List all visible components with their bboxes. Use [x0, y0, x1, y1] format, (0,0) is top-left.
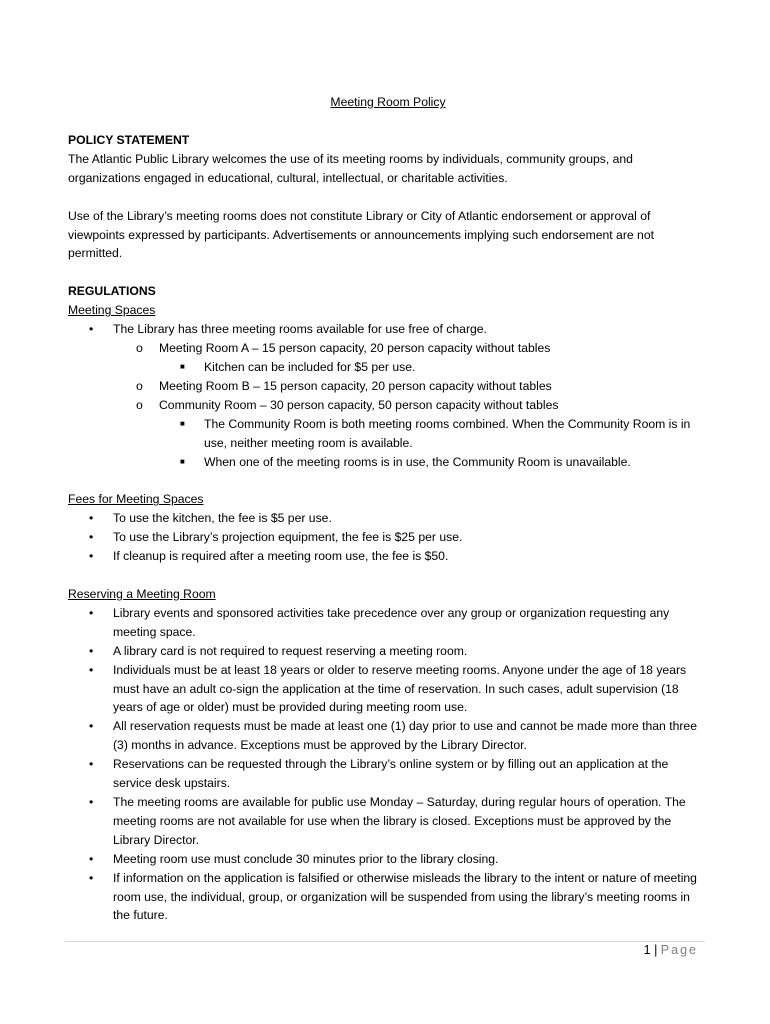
- list-item-text: Reservations can be requested through the Library’s online system or by filling out an application at the service desk upstairs.: [113, 757, 669, 791]
- bullet-icon: •: [89, 757, 94, 772]
- square-bullet-icon: ■: [180, 456, 185, 466]
- list-item: [68, 547, 708, 566]
- list-item-text: Meeting Room A – 15 person capacity, 20 person capacity without tables: [159, 341, 551, 356]
- list-item: [68, 509, 708, 528]
- list-item: [68, 717, 708, 755]
- bullet-icon: •: [89, 870, 94, 885]
- list-item-text: When one of the meeting rooms is in use, the Community Room is unavailable.: [204, 454, 631, 469]
- room-a-details: [159, 358, 708, 377]
- list-item: [68, 642, 708, 661]
- list-item: [68, 528, 708, 547]
- list-item: [68, 453, 708, 472]
- policy-statement-paragraph-1: The Atlantic Public Library welcomes the use of its meeting rooms by individuals, community groups, and organizations engaged in educational, cultural, intellectual, or charitable activities.: [68, 151, 633, 185]
- list-item: [68, 850, 708, 869]
- reserving-list: [68, 604, 708, 925]
- bullet-icon: •: [89, 643, 94, 658]
- list-item-text: To use the kitchen, the fee is $5 per use.: [113, 511, 332, 526]
- meeting-spaces-list: [68, 320, 708, 471]
- bullet-icon: •: [89, 322, 94, 337]
- page-number: 1: [643, 943, 651, 957]
- bullet-icon: •: [89, 530, 94, 545]
- circle-bullet-icon: o: [136, 397, 143, 412]
- square-bullet-icon: ■: [180, 361, 185, 371]
- document-title: Meeting Room Policy: [330, 95, 446, 109]
- page-label: Page: [660, 943, 698, 957]
- community-room-details: [159, 415, 708, 472]
- list-item-text: A library card is not required to request reserving a meeting room.: [113, 643, 468, 658]
- list-item: [68, 339, 708, 377]
- bullet-icon: •: [89, 549, 94, 564]
- list-item-text: The Community Room is both meeting rooms combined. When the Community Room is in use, neither meeting room is available.: [204, 416, 691, 450]
- list-item: [68, 377, 708, 396]
- bullet-icon: •: [89, 605, 94, 620]
- bullet-icon: •: [89, 511, 94, 526]
- list-item: [68, 869, 708, 926]
- bullet-icon: •: [89, 795, 94, 809]
- square-bullet-icon: ■: [180, 418, 185, 428]
- list-item-text: Community Room – 30 person capacity, 50 person capacity without tables: [159, 397, 559, 412]
- bullet-icon: •: [89, 662, 94, 677]
- list-item: [68, 793, 708, 850]
- list-item: [68, 320, 708, 471]
- policy-statement-paragraph-2: Use of the Library’s meeting rooms does not constitute Library or City of Atlantic endorsement or approval of viewpoints expressed by participants. Advertisements or announcements implying such endorsement are not permitted.: [68, 208, 654, 261]
- regulations-heading: REGULATIONS: [68, 284, 156, 299]
- bullet-icon: •: [89, 851, 94, 866]
- list-item: [68, 358, 708, 377]
- page-separator: |: [654, 943, 658, 957]
- circle-bullet-icon: o: [136, 378, 143, 393]
- meeting-spaces-heading: Meeting Spaces: [68, 303, 156, 318]
- list-item-text: If information on the application is falsified or otherwise misleads the library to the intent or nature of meeting room use, the individual, group, or organization will be suspended from using the library’s meeting rooms in the future.: [113, 870, 697, 923]
- footer-divider: [65, 941, 705, 942]
- rooms-list: [113, 339, 708, 471]
- list-item: [68, 415, 708, 453]
- list-item: [68, 604, 708, 642]
- list-item-text: To use the Library’s projection equipment, the fee is $25 per use.: [113, 530, 463, 545]
- list-item-text: Meeting room use must conclude 30 minutes prior to the library closing.: [113, 851, 499, 866]
- list-item-text: Meeting Room B – 15 person capacity, 20 person capacity without tables: [159, 378, 552, 393]
- list-item-text: All reservation requests must be made at least one (1) day prior to use and cannot be made more than three (3) months in advance. Exceptions must be approved by the Library Director.: [113, 719, 697, 753]
- list-item-text: If cleanup is required after a meeting room use, the fee is $50.: [113, 549, 449, 564]
- list-item-text: Kitchen can be included for $5 per use.: [204, 359, 416, 374]
- fees-heading: Fees for Meeting Spaces: [68, 492, 204, 507]
- circle-bullet-icon: o: [136, 341, 143, 356]
- list-item: [68, 661, 708, 718]
- list-item-text: Individuals must be at least 18 years or older to reserve meeting rooms. Anyone under the age of 18 years must have an adult co-sign the application at the time of reservation. In such cases, adult supervision (18 years of age or older) must be provided during meeting room use.: [113, 662, 687, 715]
- list-item-text: Library events and sponsored activities take precedence over any group or organization requesting any meeting space.: [113, 605, 670, 639]
- reserving-heading: Reserving a Meeting Room: [68, 587, 216, 602]
- list-item-text: The meeting rooms are available for public use Monday – Saturday, during regular hours of operation. The meeting rooms are not available for use when the library is closed. Exceptions must be approved by the Library Director.: [113, 795, 686, 847]
- fees-list: [68, 509, 708, 566]
- policy-statement-heading: POLICY STATEMENT: [68, 132, 190, 147]
- page-footer: [644, 943, 698, 957]
- list-item: [68, 755, 708, 793]
- document-body: [68, 93, 708, 925]
- bullet-icon: •: [89, 719, 94, 734]
- list-item-text: The Library has three meeting rooms available for use free of charge.: [113, 322, 487, 337]
- list-item: [68, 396, 708, 472]
